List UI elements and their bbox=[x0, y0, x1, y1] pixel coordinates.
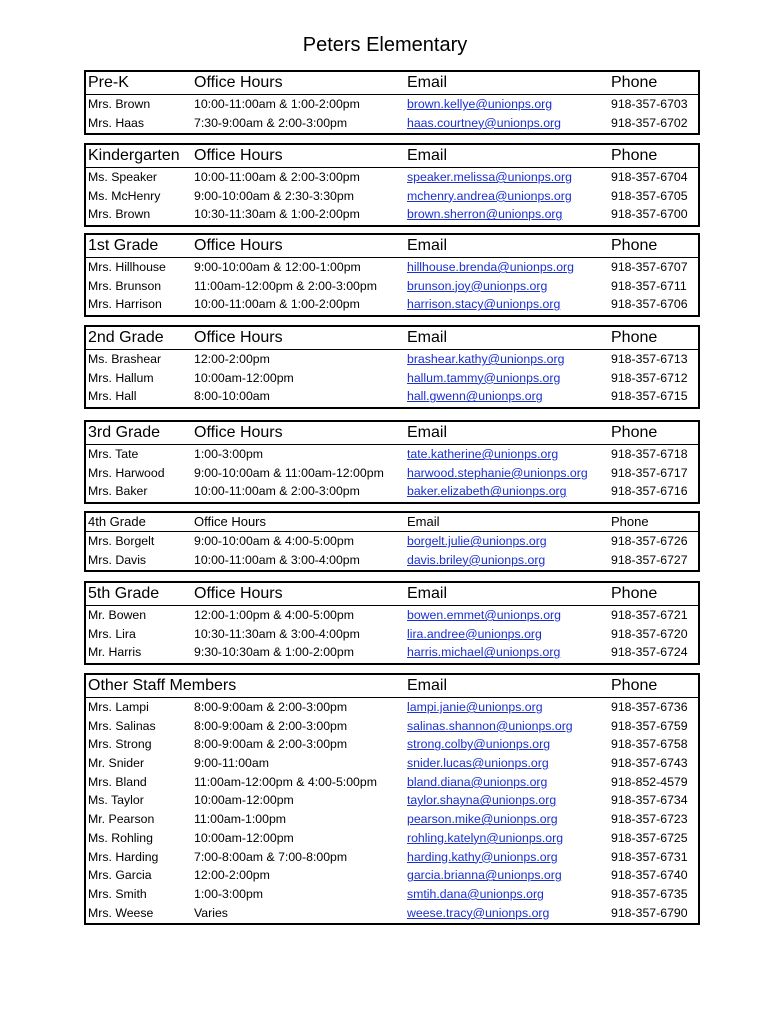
column-header-office-hours: Office Hours bbox=[194, 237, 283, 254]
office-hours: 1:00-3:00pm bbox=[194, 886, 264, 901]
phone-number: 918-357-6734 bbox=[611, 793, 688, 808]
phone-number: 918-357-6740 bbox=[611, 868, 688, 883]
section-4th-grade bbox=[84, 511, 700, 572]
office-hours: 9:00-10:00am & 11:00am-12:00pm bbox=[194, 465, 384, 480]
column-header-email: Email bbox=[407, 329, 448, 346]
phone-number: 918-357-6711 bbox=[611, 278, 687, 293]
email-link[interactable]: speaker.melissa@unionps.org bbox=[407, 170, 572, 184]
section-heading: Kindergarten bbox=[88, 147, 180, 164]
office-hours: 12:00-2:00pm bbox=[194, 868, 270, 883]
section-heading: Other Staff Members bbox=[88, 677, 237, 694]
section-header bbox=[86, 72, 698, 95]
section-heading: 1st Grade bbox=[88, 237, 159, 254]
staff-name: Mrs. Baker bbox=[88, 484, 148, 499]
section-header bbox=[86, 675, 698, 698]
office-hours: 10:00-11:00am & 3:00-4:00pm bbox=[194, 552, 360, 567]
office-hours: 9:00-10:00am & 2:30-3:30pm bbox=[194, 188, 354, 203]
office-hours: 7:00-8:00am & 7:00-8:00pm bbox=[194, 849, 348, 864]
staff-row bbox=[86, 829, 698, 848]
section-pre-k bbox=[84, 70, 700, 135]
staff-row bbox=[86, 445, 698, 464]
staff-row bbox=[86, 482, 698, 501]
phone-number: 918-357-6736 bbox=[611, 700, 688, 714]
email-link[interactable]: baker.elizabeth@unionps.org bbox=[407, 484, 567, 499]
staff-name: Mr. Pearson bbox=[88, 812, 155, 827]
staff-name: Mrs. Lampi bbox=[88, 700, 149, 714]
staff-name: Mrs. Lira bbox=[88, 626, 136, 641]
office-hours: 10:00-11:00am & 1:00-2:00pm bbox=[194, 297, 360, 312]
phone-number: 918-357-6721 bbox=[611, 608, 688, 622]
column-header-office-hours: Office Hours bbox=[194, 329, 283, 346]
staff-name: Mr. Snider bbox=[88, 756, 145, 771]
column-header-office-hours: Office Hours bbox=[194, 514, 267, 529]
email-link[interactable]: brown.kellye@unionps.org bbox=[407, 97, 553, 111]
section-heading: 5th Grade bbox=[88, 585, 160, 602]
section-heading: 3rd Grade bbox=[88, 424, 161, 441]
phone-number: 918-357-6704 bbox=[611, 170, 688, 184]
staff-row bbox=[86, 387, 698, 406]
staff-name: Mrs. Weese bbox=[88, 905, 154, 920]
staff-name: Mr. Harris bbox=[88, 645, 142, 660]
phone-number: 918-357-6705 bbox=[611, 188, 688, 203]
column-header-phone: Phone bbox=[611, 147, 658, 164]
staff-row bbox=[86, 904, 698, 923]
email-link[interactable]: pearson.mike@unionps.org bbox=[407, 812, 558, 827]
section-5th-grade bbox=[84, 581, 700, 665]
column-header-phone: Phone bbox=[611, 514, 649, 529]
office-hours: 8:00-9:00am & 2:00-3:00pm bbox=[194, 718, 348, 733]
email-link[interactable]: tate.katherine@unionps.org bbox=[407, 447, 559, 461]
staff-name: Mrs. Harding bbox=[88, 849, 159, 864]
email-link[interactable]: smtih.dana@unionps.org bbox=[407, 886, 544, 901]
column-header-email: Email bbox=[407, 424, 448, 441]
phone-number: 918-357-6700 bbox=[611, 207, 688, 222]
section-heading: Pre-K bbox=[88, 74, 129, 91]
staff-name: Mrs. Harwood bbox=[88, 465, 165, 480]
column-header-email: Email bbox=[407, 514, 440, 529]
office-hours: 10:00am-12:00pm bbox=[194, 370, 294, 385]
staff-row bbox=[86, 464, 698, 483]
email-link[interactable]: lira.andree@unionps.org bbox=[407, 626, 542, 641]
office-hours: 10:00-11:00am & 1:00-2:00pm bbox=[194, 97, 360, 111]
staff-name: Ms. Rohling bbox=[88, 830, 153, 845]
column-header-office-hours: Office Hours bbox=[194, 74, 283, 91]
staff-name: Mr. Bowen bbox=[88, 608, 147, 622]
staff-name: Mrs. Brown bbox=[88, 97, 151, 111]
office-hours: 11:00am-1:00pm bbox=[194, 812, 287, 827]
column-header-phone: Phone bbox=[611, 329, 658, 346]
office-hours: 9:00-10:00am & 12:00-1:00pm bbox=[194, 260, 361, 274]
office-hours: 10:00am-12:00pm bbox=[194, 830, 294, 845]
phone-number: 918-357-6716 bbox=[611, 484, 688, 499]
staff-name: Ms. Brashear bbox=[88, 352, 162, 366]
staff-name: Mrs. Strong bbox=[88, 737, 152, 752]
phone-number: 918-357-6790 bbox=[611, 905, 688, 920]
email-link[interactable]: brunson.joy@unionps.org bbox=[407, 278, 548, 293]
staff-row bbox=[86, 205, 698, 224]
section-2nd-grade bbox=[84, 325, 700, 409]
staff-row bbox=[86, 277, 698, 296]
staff-name: Ms. McHenry bbox=[88, 188, 161, 203]
email-link[interactable]: lampi.janie@unionps.org bbox=[407, 700, 543, 714]
staff-row bbox=[86, 551, 698, 570]
staff-name: Mrs. Hallum bbox=[88, 370, 154, 385]
email-link[interactable]: bland.diana@unionps.org bbox=[407, 774, 548, 789]
section-header bbox=[86, 422, 698, 445]
section-1st-grade bbox=[84, 233, 700, 317]
email-link[interactable]: davis.briley@unionps.org bbox=[407, 552, 546, 567]
office-hours: 9:30-10:30am & 1:00-2:00pm bbox=[194, 645, 354, 660]
staff-row bbox=[86, 735, 698, 754]
staff-row bbox=[86, 717, 698, 736]
column-header-phone: Phone bbox=[611, 74, 658, 91]
phone-number: 918-357-6723 bbox=[611, 812, 688, 827]
staff-name: Mrs. Hillhouse bbox=[88, 260, 166, 274]
phone-number: 918-357-6703 bbox=[611, 97, 688, 111]
email-link[interactable]: borgelt.julie@unionps.org bbox=[407, 534, 547, 548]
staff-name: Mrs. Tate bbox=[88, 447, 139, 461]
staff-row bbox=[86, 698, 698, 717]
email-link[interactable]: harwood.stephanie@unionps.org bbox=[407, 465, 588, 480]
column-header-email: Email bbox=[407, 677, 448, 694]
phone-number: 918-357-6759 bbox=[611, 718, 688, 733]
phone-number: 918-357-6725 bbox=[611, 830, 688, 845]
office-hours: 12:00-2:00pm bbox=[194, 352, 270, 366]
email-link[interactable]: harris.michael@unionps.org bbox=[407, 645, 561, 660]
email-link[interactable]: strong.colby@unionps.org bbox=[407, 737, 551, 752]
staff-row bbox=[86, 369, 698, 388]
email-link[interactable]: snider.lucas@unionps.org bbox=[407, 756, 549, 771]
phone-number: 918-357-6706 bbox=[611, 297, 688, 312]
section-kindergarten bbox=[84, 143, 700, 227]
email-link[interactable]: brown.sherron@unionps.org bbox=[407, 207, 563, 222]
staff-row bbox=[86, 350, 698, 369]
staff-row bbox=[86, 866, 698, 885]
phone-number: 918-357-6712 bbox=[611, 370, 688, 385]
phone-number: 918-357-6718 bbox=[611, 447, 688, 461]
office-hours: Varies bbox=[194, 905, 228, 920]
office-hours: 10:30-11:30am & 1:00-2:00pm bbox=[194, 207, 360, 222]
email-link[interactable]: taylor.shayna@unionps.org bbox=[407, 793, 557, 808]
email-link[interactable]: rohling.katelyn@unionps.org bbox=[407, 830, 564, 845]
staff-name: Mrs. Brunson bbox=[88, 278, 162, 293]
staff-row bbox=[86, 643, 698, 662]
phone-number: 918-357-6743 bbox=[611, 756, 688, 771]
office-hours: 12:00-1:00pm & 4:00-5:00pm bbox=[194, 608, 354, 622]
phone-number: 918-357-6720 bbox=[611, 626, 688, 641]
staff-row bbox=[86, 295, 698, 314]
staff-row bbox=[86, 168, 698, 187]
phone-number: 918-357-6731 bbox=[611, 849, 688, 864]
staff-name: Mrs. Bland bbox=[88, 774, 147, 789]
staff-row bbox=[86, 95, 698, 114]
email-link[interactable]: weese.tracy@unionps.org bbox=[407, 905, 550, 920]
email-link[interactable]: haas.courtney@unionps.org bbox=[407, 115, 561, 130]
office-hours: 11:00am-12:00pm & 2:00-3:00pm bbox=[194, 278, 377, 293]
office-hours: 8:00-10:00am bbox=[194, 389, 270, 404]
staff-row bbox=[86, 810, 698, 829]
staff-name: Mrs. Salinas bbox=[88, 718, 156, 733]
staff-name: Mrs. Smith bbox=[88, 886, 147, 901]
email-link[interactable]: harding.kathy@unionps.org bbox=[407, 849, 558, 864]
phone-number: 918-357-6715 bbox=[611, 389, 688, 404]
staff-name: Mrs. Borgelt bbox=[88, 534, 155, 548]
phone-number: 918-357-6727 bbox=[611, 552, 688, 567]
column-header-phone: Phone bbox=[611, 585, 658, 602]
section-heading: 2nd Grade bbox=[88, 329, 164, 346]
phone-number: 918-852-4579 bbox=[611, 774, 688, 789]
staff-row bbox=[86, 848, 698, 867]
section-heading: 4th Grade bbox=[88, 514, 146, 529]
office-hours: 10:00am-12:00pm bbox=[194, 793, 294, 808]
staff-name: Mrs. Harrison bbox=[88, 297, 162, 312]
phone-number: 918-357-6724 bbox=[611, 645, 688, 660]
staff-row bbox=[86, 791, 698, 810]
column-header-email: Email bbox=[407, 147, 448, 164]
column-header-email: Email bbox=[407, 585, 448, 602]
section-header bbox=[86, 235, 698, 258]
section-header bbox=[86, 583, 698, 606]
column-header-email: Email bbox=[407, 237, 448, 254]
column-header-phone: Phone bbox=[611, 237, 658, 254]
phone-number: 918-357-6713 bbox=[611, 352, 688, 366]
phone-number: 918-357-6758 bbox=[611, 737, 688, 752]
staff-row bbox=[86, 258, 698, 277]
staff-name: Ms. Speaker bbox=[88, 170, 158, 184]
column-header-office-hours: Office Hours bbox=[194, 147, 283, 164]
staff-name: Mrs. Hall bbox=[88, 389, 137, 404]
office-hours: 1:00-3:00pm bbox=[194, 447, 264, 461]
office-hours: 10:00-11:00am & 2:00-3:00pm bbox=[194, 170, 360, 184]
page-title: Peters Elementary bbox=[302, 34, 468, 56]
staff-name: Ms. Taylor bbox=[88, 793, 144, 808]
phone-number: 918-357-6707 bbox=[611, 260, 688, 274]
email-link[interactable]: hallum.tammy@unionps.org bbox=[407, 370, 561, 385]
email-link[interactable]: brashear.kathy@unionps.org bbox=[407, 352, 565, 366]
email-link[interactable]: hillhouse.brenda@unionps.org bbox=[407, 260, 574, 274]
column-header-office-hours: Office Hours bbox=[194, 585, 283, 602]
office-hours: 9:00-10:00am & 4:00-5:00pm bbox=[194, 534, 354, 548]
column-header-phone: Phone bbox=[611, 424, 658, 441]
section-header bbox=[86, 145, 698, 168]
staff-name: Mrs. Haas bbox=[88, 115, 145, 130]
column-header-email: Email bbox=[407, 74, 448, 91]
office-hours: 8:00-9:00am & 2:00-3:00pm bbox=[194, 737, 348, 752]
staff-name: Mrs. Davis bbox=[88, 552, 147, 567]
phone-number: 918-357-6702 bbox=[611, 115, 688, 130]
column-header-office-hours: Office Hours bbox=[194, 424, 283, 441]
email-link[interactable]: mchenry.andrea@unionps.org bbox=[407, 188, 572, 203]
phone-number: 918-357-6726 bbox=[611, 534, 688, 548]
staff-row bbox=[86, 754, 698, 773]
staff-row bbox=[86, 532, 698, 551]
email-link[interactable]: salinas.shannon@unionps.org bbox=[407, 718, 573, 733]
column-header-phone: Phone bbox=[611, 677, 658, 694]
staff-row bbox=[86, 773, 698, 792]
staff-row bbox=[86, 885, 698, 904]
section-header bbox=[86, 327, 698, 350]
email-link[interactable]: harrison.stacy@unionps.org bbox=[407, 297, 561, 312]
email-link[interactable]: hall.gwenn@unionps.org bbox=[407, 389, 543, 404]
staff-name: Mrs. Brown bbox=[88, 207, 151, 222]
section-3rd-grade bbox=[84, 420, 700, 504]
office-hours: 10:00-11:00am & 2:00-3:00pm bbox=[194, 484, 360, 499]
staff-row bbox=[86, 187, 698, 206]
office-hours: 9:00-11:00am bbox=[194, 756, 269, 771]
staff-name: Mrs. Garcia bbox=[88, 868, 152, 883]
email-link[interactable]: garcia.brianna@unionps.org bbox=[407, 868, 562, 883]
staff-row bbox=[86, 606, 698, 625]
office-hours: 10:30-11:30am & 3:00-4:00pm bbox=[194, 626, 360, 641]
staff-row bbox=[86, 114, 698, 133]
section-other-staff-members bbox=[84, 673, 700, 925]
phone-number: 918-357-6735 bbox=[611, 886, 688, 901]
email-link[interactable]: bowen.emmet@unionps.org bbox=[407, 608, 561, 622]
section-header bbox=[86, 513, 698, 532]
office-hours: 11:00am-12:00pm & 4:00-5:00pm bbox=[194, 774, 377, 789]
phone-number: 918-357-6717 bbox=[611, 465, 688, 480]
office-hours: 7:30-9:00am & 2:00-3:00pm bbox=[194, 115, 348, 130]
office-hours: 8:00-9:00am & 2:00-3:00pm bbox=[194, 700, 348, 714]
staff-row bbox=[86, 625, 698, 644]
